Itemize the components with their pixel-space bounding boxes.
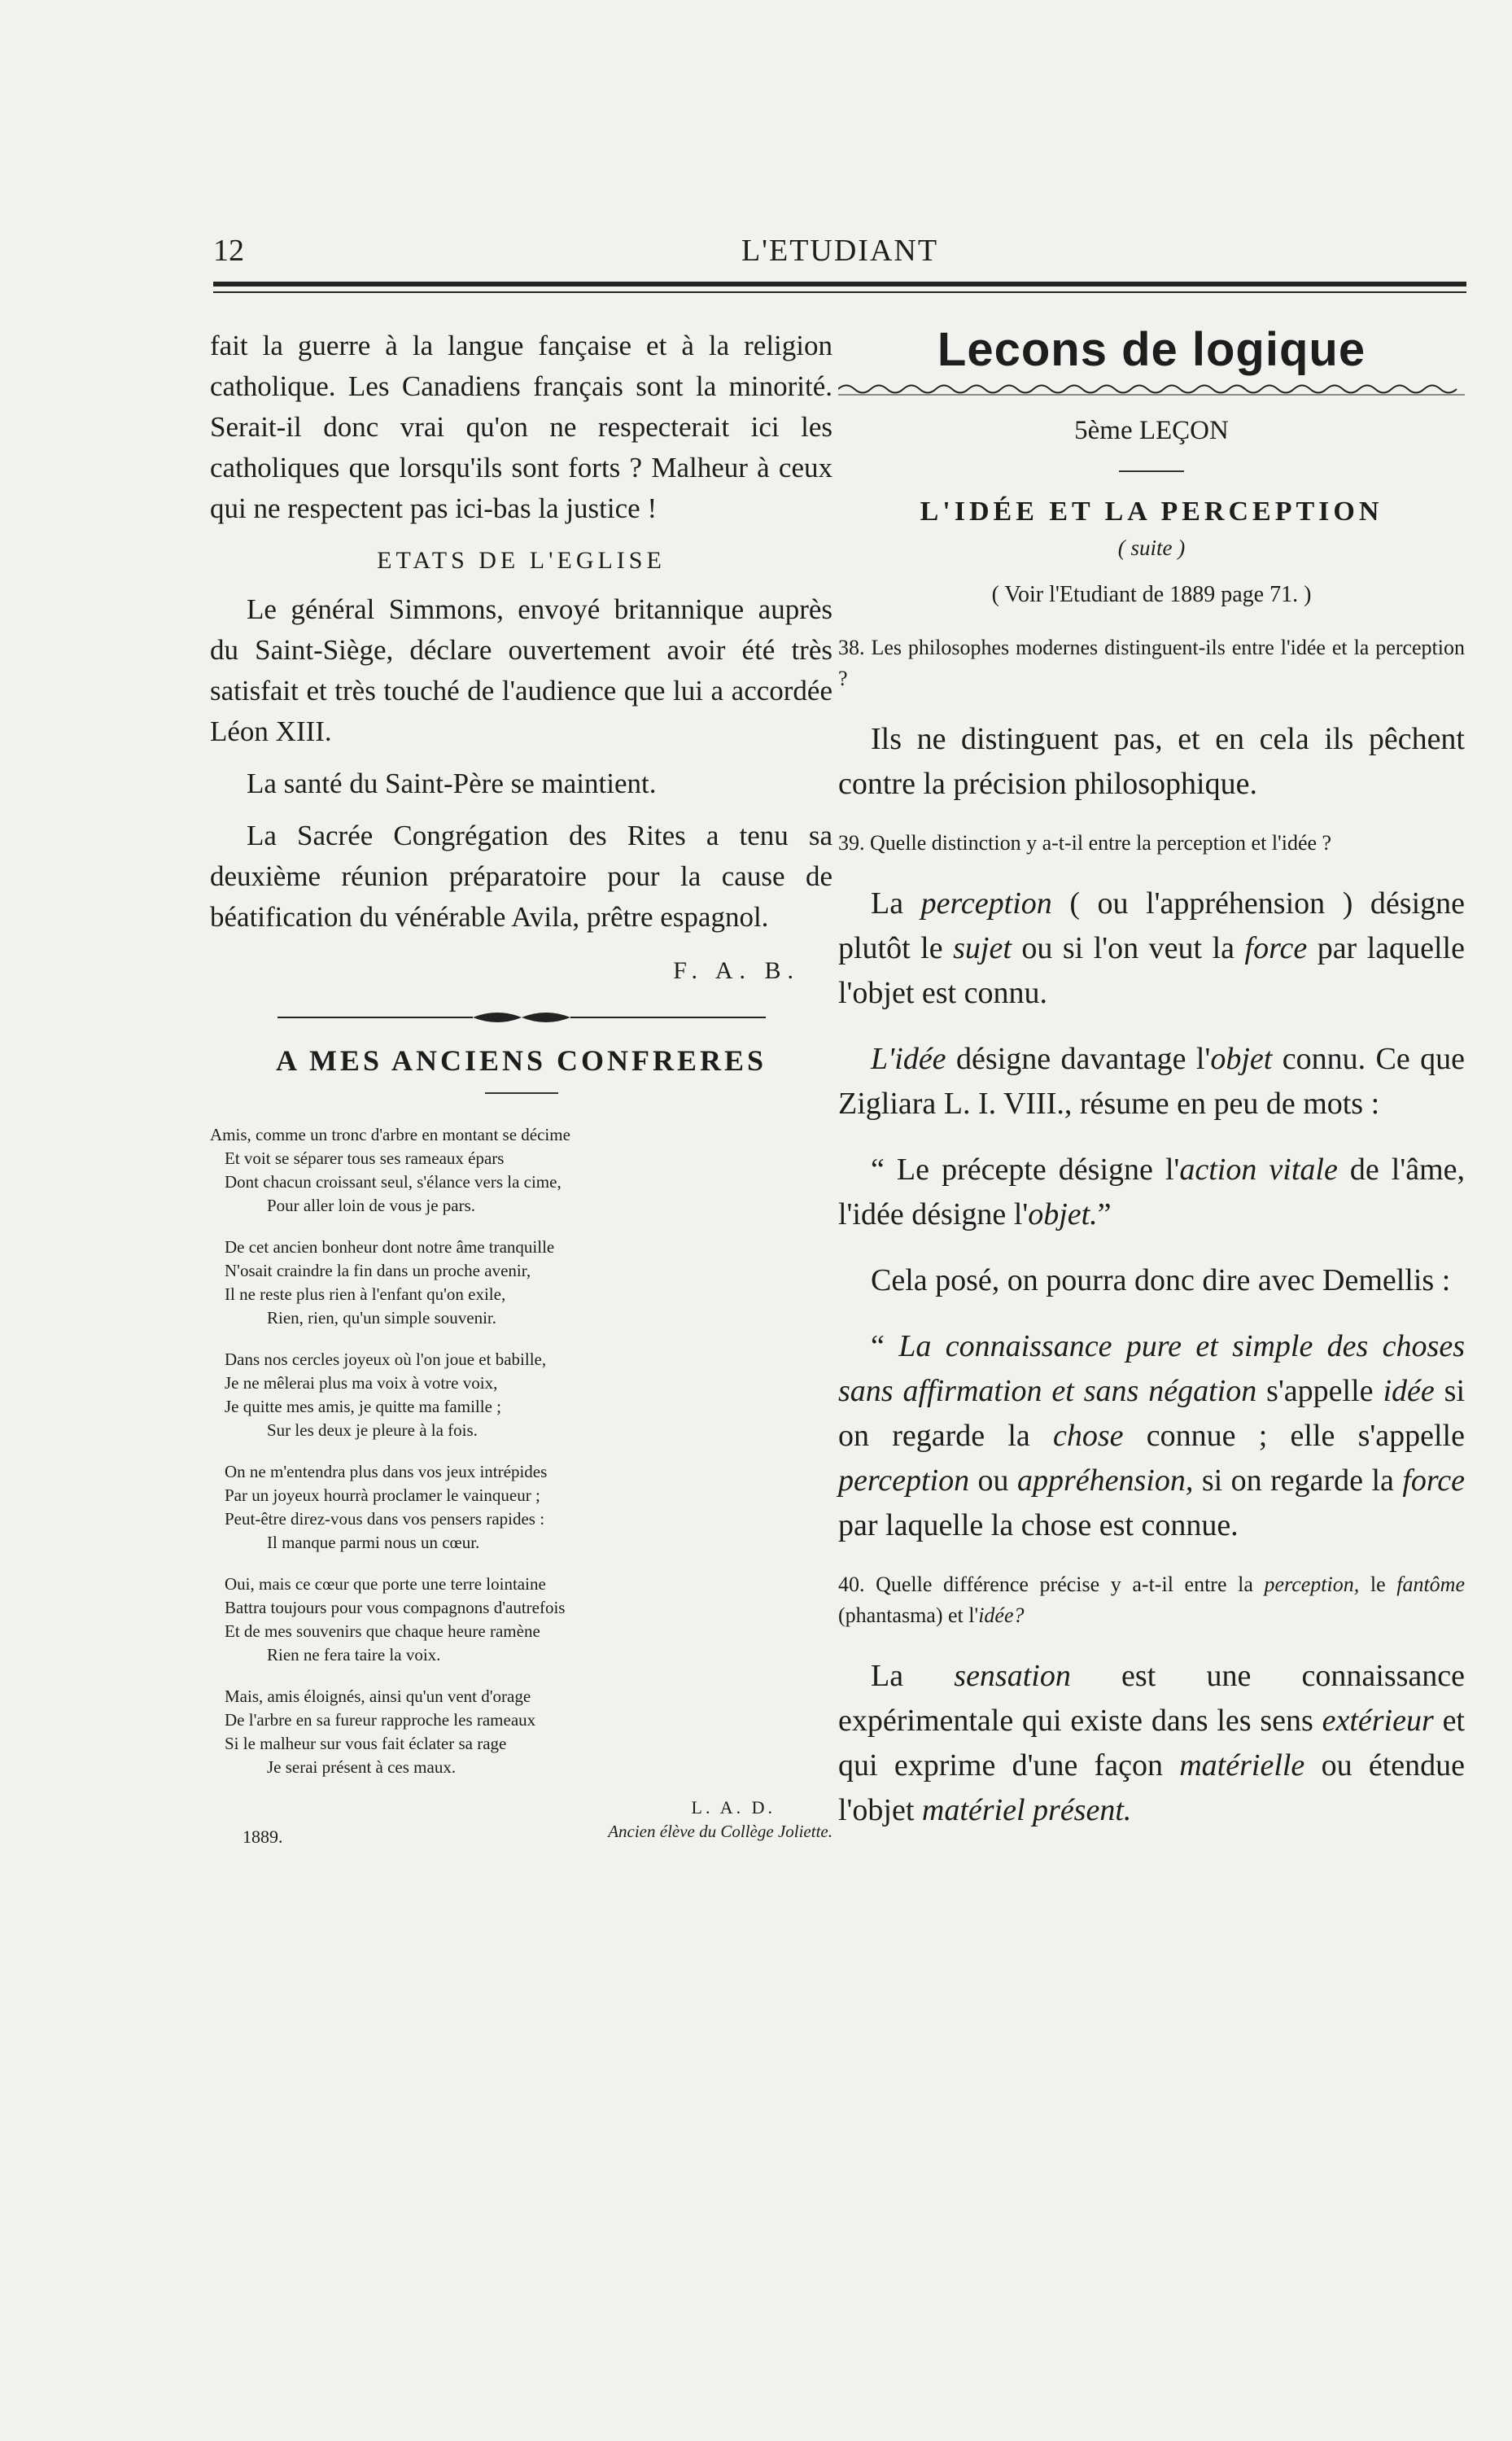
italic-run: appréhension, xyxy=(1017,1463,1194,1498)
answer-39-paragraph: Cela posé, on pourra donc dire avec Demellis : xyxy=(871,1263,1451,1297)
news-paragraph: Le général Simmons, envoyé britannique auprès du Saint-Siège, déclare ouvertement avoir été très satisfait et très touché de l'audience que lui a accordée Léon XIII. xyxy=(210,593,832,747)
poem-verse: Peut-être direz-vous dans vos pensers rapides : xyxy=(225,1509,545,1529)
wavy-rule-icon xyxy=(838,382,1465,396)
chapter-reference: ( Voir l'Etudiant de 1889 page 71. ) xyxy=(991,582,1312,607)
text-run: s'appelle xyxy=(1256,1374,1383,1408)
poem-verse: Il ne reste plus rien à l'enfant qu'on exile, xyxy=(225,1284,506,1304)
text-run: désigne davantage l' xyxy=(946,1042,1211,1076)
poem-verse: Et de mes souvenirs que chaque heure ramène xyxy=(225,1621,540,1641)
ornament-divider-icon xyxy=(269,1008,774,1027)
italic-run: force xyxy=(1244,931,1308,965)
poem-verse: Je quitte mes amis, je quitte ma famille ; xyxy=(225,1397,501,1416)
poem-affiliation: Ancien élève du Collège Joliette. xyxy=(608,1822,832,1841)
poem-verse: Je serai présent à ces maux. xyxy=(267,1757,457,1777)
question-38: 38. Les philosophes modernes distinguent-ils entre l'idée et la perception ? xyxy=(838,636,1465,690)
text-run: (phantasma) et l' xyxy=(838,1603,979,1627)
page-number: 12 xyxy=(213,234,244,268)
answer-40 xyxy=(838,1654,1465,1833)
header-rule-thin xyxy=(213,291,1466,293)
italic-run: action vitale xyxy=(1179,1153,1338,1187)
poem-stanza xyxy=(210,1460,832,1555)
poem-verse: Oui, mais ce cœur que porte une terre lointaine xyxy=(225,1574,546,1594)
poem-verse: Amis, comme un tronc d'arbre en montant se décime xyxy=(210,1125,570,1144)
text-run: 40. Quelle différence précise y a-t-il entre la xyxy=(838,1573,1265,1596)
news-paragraph: La Sacrée Congrégation des Rites a tenu sa deuxième réunion préparatoire pour la cause de béatification du vénérable Avila, prêtre espagnol. xyxy=(210,820,832,933)
italic-run: extérieur xyxy=(1322,1704,1434,1738)
question-39: 39. Quelle distinction y a-t-il entre la perception et l'idée ? xyxy=(838,831,1332,855)
page-header xyxy=(213,233,1466,269)
question-40 xyxy=(838,1569,1465,1631)
poem-year: 1889. xyxy=(243,1826,283,1847)
italic-run: perception, xyxy=(1264,1573,1360,1596)
lesson-number: 5ème LEÇON xyxy=(1074,416,1229,445)
text-run: “ Le précepte désigne l' xyxy=(871,1153,1180,1187)
poem-verse: Dans nos cercles joyeux où l'on joue et babille, xyxy=(225,1350,547,1369)
article-signature: F. A. B. xyxy=(673,957,800,984)
answer-39-quote xyxy=(838,1324,1465,1548)
text-run: par laquelle l'objet est connu. xyxy=(838,931,1465,1010)
italic-run: matérielle xyxy=(1179,1748,1305,1783)
text-run: par laquelle la chose est connue. xyxy=(838,1508,1239,1542)
italic-run: idée? xyxy=(978,1603,1025,1627)
answer-39-quote xyxy=(838,1148,1465,1237)
poem-verse: Par un joyeux hourrà proclamer le vainqueur ; xyxy=(225,1485,540,1505)
poem-verse: De l'arbre en sa fureur rapproche les rameaux xyxy=(225,1710,536,1730)
text-run: La xyxy=(871,1659,955,1693)
right-column xyxy=(838,322,1465,1854)
intro-paragraph: fait la guerre à la langue fançaise et à la religion catholique. Les Canadiens français sont la minorité. Serait-il donc vrai qu'on ne respecterait ici les catholiques que lorsqu'ils sont forts ? Malheur à ceux qui ne respectent pas ici-bas la justice ! xyxy=(210,330,832,524)
poem-verse: Mais, amis éloignés, ainsi qu'un vent d'orage xyxy=(225,1686,531,1706)
poem-title: A MES ANCIENS CONFRERES xyxy=(275,1044,767,1077)
text-run: connu. Ce que Zigliara L. I. VIII., résume en peu de mots : xyxy=(838,1042,1465,1121)
italic-run: perception xyxy=(920,886,1052,921)
section-heading: ETATS DE L'EGLISE xyxy=(377,547,666,574)
poem-verse: Il manque parmi nous un cœur. xyxy=(267,1533,480,1552)
lesson-series-title: Lecons de logique xyxy=(937,323,1366,376)
poem-verse: Sur les deux je pleure à la fois. xyxy=(267,1420,478,1440)
poem-verse: Si le malheur sur vous fait éclater sa rage xyxy=(225,1734,507,1753)
italic-run: idée xyxy=(1383,1374,1435,1408)
text-run: si on regarde la xyxy=(1193,1463,1403,1498)
italic-run: objet xyxy=(1210,1042,1273,1076)
poem-verse: Dont chacun croissant seul, s'élance vers la cime, xyxy=(225,1172,562,1192)
italic-run: force xyxy=(1402,1463,1465,1498)
lesson-rule xyxy=(1119,470,1184,472)
ornament-divider xyxy=(210,1008,832,1030)
answer-39-paragraph xyxy=(838,1037,1465,1126)
poem-title-rule xyxy=(485,1092,558,1094)
chapter-title: L'IDÉE ET LA PERCEPTION xyxy=(920,497,1383,527)
italic-run: objet. xyxy=(1028,1197,1098,1231)
poem-verse: Je ne mêlerai plus ma voix à votre voix, xyxy=(225,1373,498,1393)
text-run: ou si l'on veut la xyxy=(1011,931,1245,965)
chapter-subtitle: ( suite ) xyxy=(1117,536,1186,560)
text-run: La xyxy=(871,886,921,921)
text-run: est une connaissance expérimentale qui existe dans les sens xyxy=(838,1659,1465,1738)
poem-verse: On ne m'entendra plus dans vos jeux intrépides xyxy=(225,1462,548,1481)
text-run: si on regarde la xyxy=(838,1374,1465,1453)
italic-run: chose xyxy=(1053,1419,1124,1453)
poem-stanza xyxy=(210,1573,832,1667)
text-run: “ xyxy=(871,1329,899,1363)
text-run: le xyxy=(1359,1573,1397,1596)
news-paragraph: La santé du Saint-Père se maintient. xyxy=(247,768,657,799)
poem-initials: L. A. D. xyxy=(691,1797,776,1818)
poem-verse: Battra toujours pour vous compagnons d'autrefois xyxy=(225,1598,566,1617)
poem-verse: De cet ancien bonheur dont notre âme tranquille xyxy=(225,1237,555,1257)
italic-run: La connaissance pure et simple des choses sans affirmation et sans négation xyxy=(838,1329,1465,1408)
text-run: ( ou l'appréhension ) désigne plutôt le xyxy=(838,886,1466,965)
italic-run: perception xyxy=(838,1463,970,1498)
italic-run: sujet xyxy=(953,931,1012,965)
poem-verse: Rien, rien, qu'un simple souvenir. xyxy=(267,1308,497,1328)
poem-stanza xyxy=(210,1348,832,1442)
poem-signature-block xyxy=(210,1797,832,1848)
poem-verse: Pour aller loin de vous je pars. xyxy=(267,1196,476,1215)
text-run: ” xyxy=(1097,1197,1112,1231)
poem-stanza xyxy=(210,1236,832,1330)
wavy-rule xyxy=(838,382,1465,396)
running-title: L'ETUDIANT xyxy=(741,234,939,268)
text-run: ou étendue l'objet xyxy=(838,1748,1465,1827)
italic-run: matériel présent. xyxy=(921,1793,1132,1827)
header-rule-thick xyxy=(213,282,1466,287)
poem-verse: Et voit se séparer tous ses rameaux épars xyxy=(225,1148,505,1168)
text-run: de l'âme, l'idée désigne l' xyxy=(838,1153,1465,1231)
answer-38: Ils ne distinguent pas, et en cela ils pêchent contre la précision philosophique. xyxy=(838,722,1465,801)
italic-run: L'idée xyxy=(871,1042,946,1076)
italic-run: fantôme xyxy=(1396,1573,1465,1596)
poem-verse: N'osait craindre la fin dans un proche avenir, xyxy=(225,1261,531,1280)
text-run: ou xyxy=(969,1463,1017,1498)
poem-stanza xyxy=(210,1123,832,1218)
text-run: et qui exprime d'une façon xyxy=(838,1704,1465,1783)
text-run: connue ; elle s'appelle xyxy=(1123,1419,1465,1453)
italic-run: sensation xyxy=(954,1659,1071,1693)
left-column xyxy=(210,326,832,1848)
poem-verse: Rien ne fera taire la voix. xyxy=(267,1645,441,1665)
answer-39-paragraph xyxy=(838,881,1465,1016)
poem-stanza xyxy=(210,1685,832,1779)
